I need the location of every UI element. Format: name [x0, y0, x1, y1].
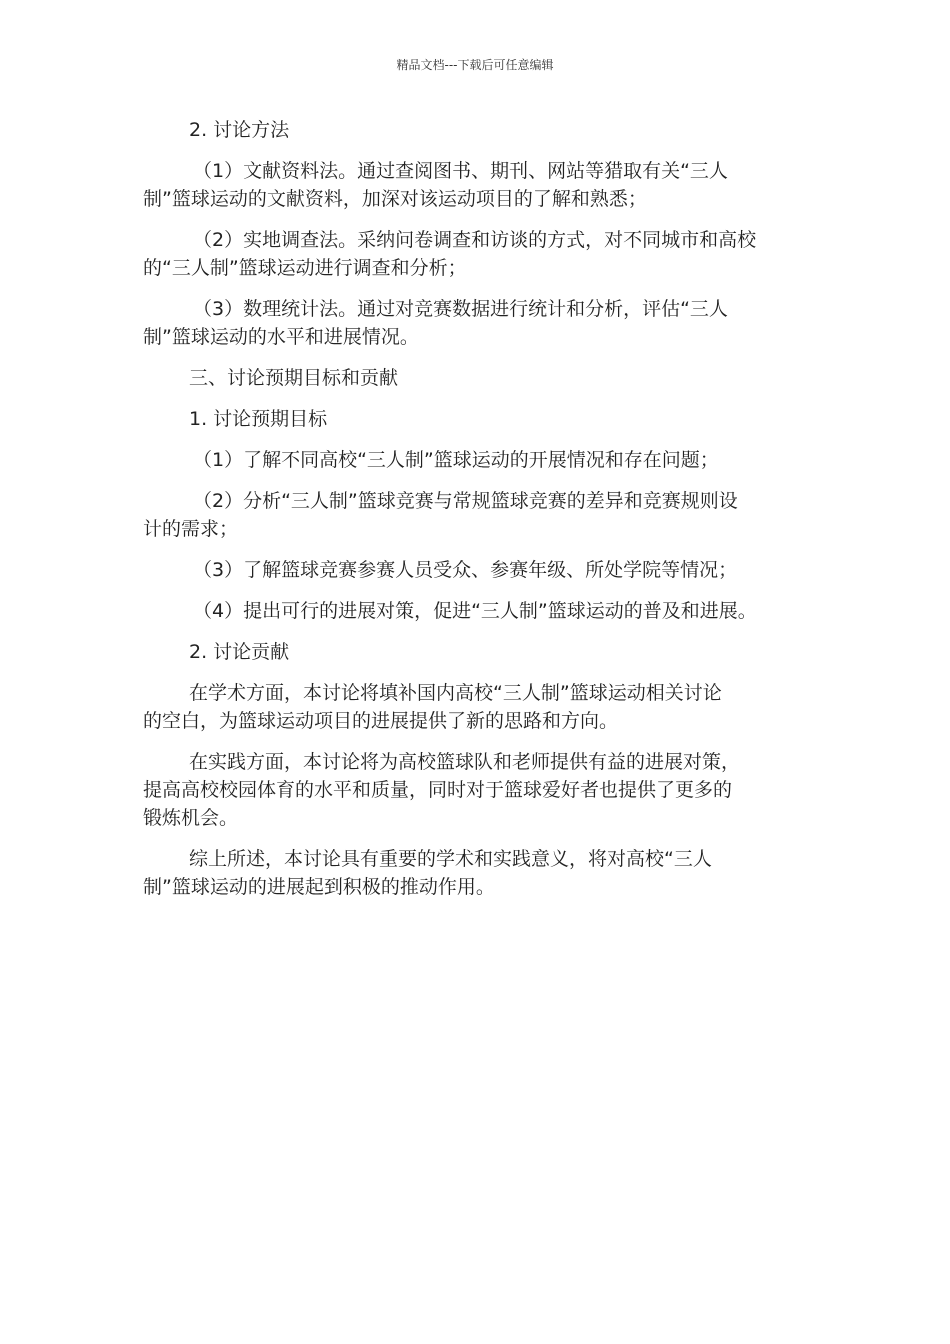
paragraph-line: 的“三人制”篮球运动进行调查和分析； — [143, 257, 467, 279]
paragraph-line: 的空白，为篮球运动项目的进展提供了新的思路和方向。 — [143, 710, 619, 732]
paragraph-line: 锻炼机会。 — [143, 807, 239, 829]
paragraph-line: 在学术方面，本讨论将填补国内高校“三人制”篮球运动相关讨论 — [189, 682, 722, 704]
body-paragraph — [143, 748, 823, 832]
section-heading — [143, 364, 823, 392]
paragraph-line: （2）实地调查法。采纳问卷调查和访谈的方式，对不同城市和高校 — [193, 229, 757, 251]
paragraph-line: （2）分析“三人制”篮球竞赛与常规篮球竞赛的差异和竞赛规则设 — [193, 490, 738, 512]
paragraph-line: 制”篮球运动的水平和进展情况。 — [143, 326, 419, 348]
method-item — [143, 226, 823, 282]
page-header: 精品文档---下载后可任意编辑 — [396, 58, 554, 72]
paragraph-line: （3）数理统计法。通过对竞赛数据进行统计和分析，评估“三人 — [193, 298, 728, 320]
paragraph-line: 综上所述，本讨论具有重要的学术和实践意义，将对高校“三人 — [189, 848, 712, 870]
goal-item — [143, 446, 823, 474]
paragraph-line: （1）了解不同高校“三人制”篮球运动的开展情况和存在问题； — [193, 449, 719, 471]
paragraph-line: （4）提出可行的进展对策，促进“三人制”篮球运动的普及和进展。 — [193, 600, 757, 622]
section-heading — [143, 405, 823, 433]
document-body — [143, 116, 823, 914]
section-heading — [143, 116, 823, 144]
paragraph-line: 提高高校校园体育的水平和质量，同时对于篮球爱好者也提供了更多的 — [143, 779, 733, 801]
paragraph-line: 2. 讨论贡献 — [189, 641, 290, 663]
body-paragraph — [143, 679, 823, 735]
paragraph-line: （3）了解篮球竞赛参赛人员受众、参赛年级、所处学院等情况； — [193, 559, 738, 581]
paragraph-line: 在实践方面，本讨论将为高校篮球队和老师提供有益的进展对策， — [189, 751, 741, 773]
paragraph-line: 2. 讨论方法 — [189, 119, 290, 141]
paragraph-line: （1）文献资料法。通过查阅图书、期刊、网站等猎取有关“三人 — [193, 160, 728, 182]
paragraph-line: 制”篮球运动的进展起到积极的推动作用。 — [143, 876, 495, 898]
paragraph-line: 制”篮球运动的文献资料，加深对该运动项目的了解和熟悉； — [143, 188, 647, 210]
method-item — [143, 157, 823, 213]
goal-item — [143, 597, 823, 625]
paragraph-line: 三、讨论预期目标和贡献 — [189, 367, 399, 389]
section-heading — [143, 638, 823, 666]
method-item — [143, 295, 823, 351]
body-paragraph — [143, 845, 823, 901]
goal-item — [143, 487, 823, 543]
paragraph-line: 1. 讨论预期目标 — [189, 408, 328, 430]
paragraph-line: 计的需求； — [143, 518, 239, 540]
goal-item — [143, 556, 823, 584]
